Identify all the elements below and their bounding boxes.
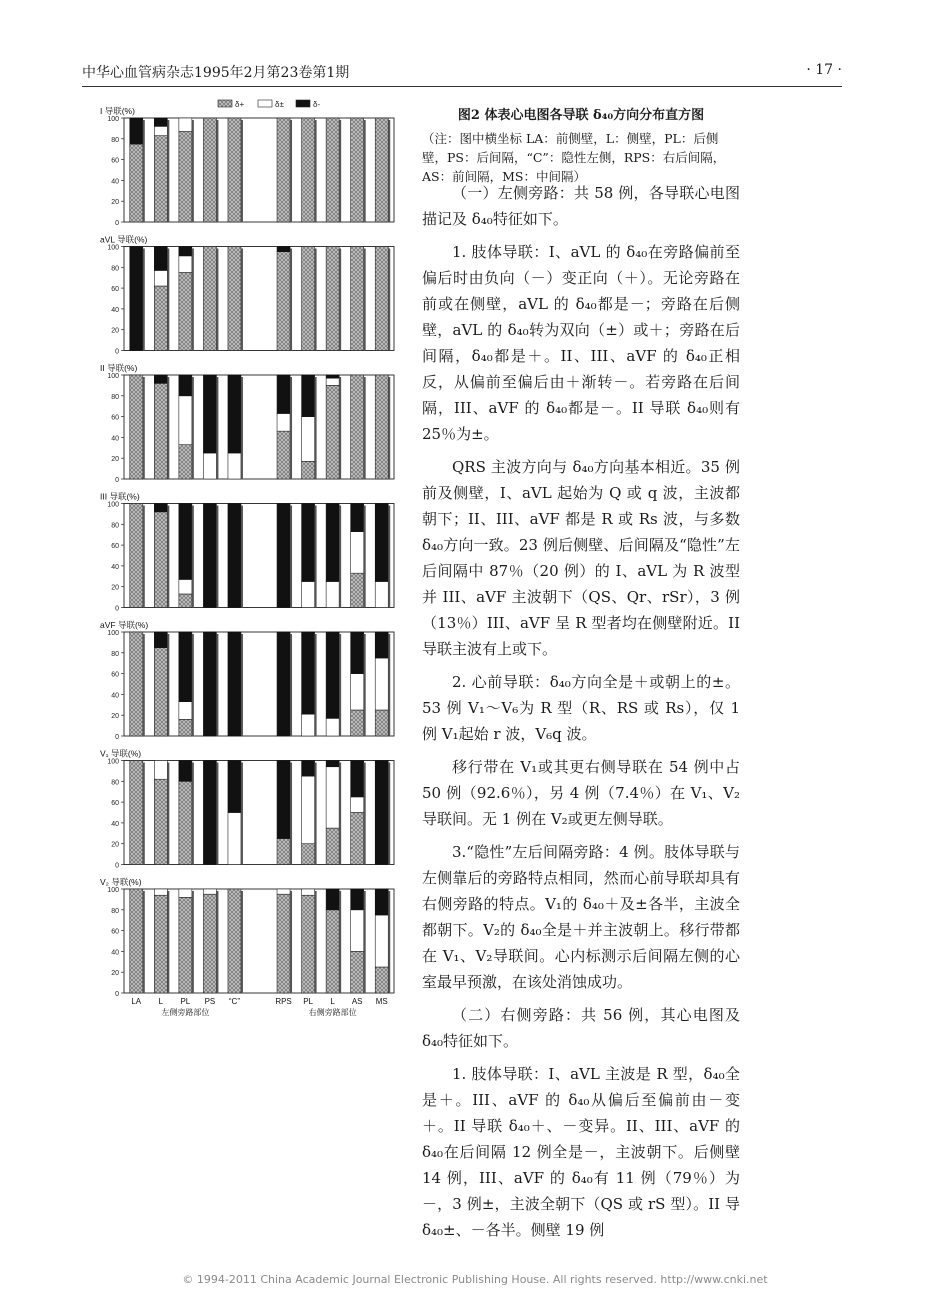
bar-shadow (143, 506, 145, 608)
bar-shadow (290, 506, 292, 608)
bar-segment-plus (179, 897, 192, 993)
bar-segment-plusminus (179, 702, 192, 720)
legend-swatch (218, 100, 232, 107)
bar-shadow (216, 249, 218, 351)
bar-segment-minus (277, 632, 290, 736)
bar-segment-plusminus (228, 813, 241, 865)
bar-segment-plus (277, 839, 290, 865)
bar-segment-minus (351, 761, 364, 797)
paragraph: 1. 肢体导联：I、aVL 的 δ₄₀在旁路偏前至偏后时由负向（－）变正向（＋）。无论旁路在前或在侧壁，aVL 的 δ₄₀都是－；旁路在后侧壁，aVL 的 δ₄₀转为双向（±）或＋；旁路在后间隔，δ₄₀都是＋。II、III、aVF 的 δ₄₀正相反，从偏前至偏后由＋渐转－。若旁路在后间隔，III、aVF 的 δ₄₀都是－。II 导联 δ₄₀则有 25％为±。 (422, 243, 740, 443)
bar-segment-plus (302, 247, 315, 351)
y-tick-label: 20 (111, 456, 119, 464)
y-tick-label: 20 (111, 327, 119, 335)
bar-segment-plusminus (326, 718, 339, 736)
bar-segment-plusminus (302, 582, 315, 608)
y-tick-label: 0 (115, 862, 119, 870)
bar-shadow (167, 377, 169, 479)
bar-shadow (388, 891, 390, 993)
bar-segment-minus (154, 247, 167, 271)
bar-segment-plusminus (154, 270, 167, 286)
bar-segment-minus (154, 118, 167, 126)
y-tick-label: 100 (107, 116, 119, 123)
figure-caption-title: 图2 体表心电图各导联 δ₄₀方向分布直方图 (457, 108, 705, 123)
bar-segment-minus (326, 889, 339, 910)
bar-segment-plusminus (351, 910, 364, 952)
bar-segment-minus (228, 504, 241, 608)
journal-title: 中华心血管病杂志1995年2月第23卷第1期 (82, 65, 350, 81)
bar-segment-minus (228, 375, 241, 453)
y-tick-label: 20 (111, 584, 119, 592)
bar-segment-minus (326, 761, 339, 767)
bar-segment-plusminus (228, 453, 241, 479)
bar-segment-plus (375, 710, 388, 736)
bar-segment-plus (154, 383, 167, 479)
bar-segment-plusminus (351, 674, 364, 710)
bar-segment-plus (277, 118, 290, 222)
bar-segment-plus (154, 895, 167, 993)
bar-segment-plus (203, 247, 216, 351)
bar-segment-plus (130, 144, 143, 222)
bar-segment-minus (179, 504, 192, 580)
bar-shadow (290, 763, 292, 865)
bar-segment-plusminus (179, 118, 192, 132)
bar-segment-minus (375, 504, 388, 582)
bar-segment-minus (375, 761, 388, 865)
bar-segment-minus (351, 504, 364, 532)
bar-shadow (388, 634, 390, 736)
paragraph: 1. 肢体导联：I、aVL 主波是 R 型，δ₄₀全是＋。III、aVF 的 δ₄₀从偏后至偏前由－变＋。II 导联 δ₄₀＋、－变异。II、III、aVF 的 δ₄₀在后间隔 12 例全是－，主波朝下。后侧壁 14 例，III、aVF 的 δ₄₀有 11 例（79％）为－，3 例±，主波全朝下（QS 或 rS 型）。II 导 δ₄₀±、－各半。侧壁 19 例 (422, 1065, 740, 1239)
y-tick-label: 0 (115, 605, 119, 613)
header-rule (82, 86, 842, 87)
bar-segment-plusminus (302, 776, 315, 844)
bar-shadow (216, 506, 218, 608)
bar-segment-minus (277, 375, 290, 413)
bar-segment-plus (277, 894, 290, 993)
y-tick-label: 80 (111, 522, 119, 530)
y-tick-label: 0 (115, 348, 119, 356)
legend-label: δ+ (235, 100, 245, 109)
bar-shadow (167, 249, 169, 351)
bar-segment-plus (351, 710, 364, 736)
bar-segment-plus (375, 375, 388, 479)
bar-segment-plusminus (302, 889, 315, 895)
bar-segment-minus (130, 118, 143, 144)
bar-shadow (241, 763, 243, 865)
y-tick-label: 100 (107, 630, 119, 637)
bar-segment-plusminus (351, 797, 364, 813)
bar-segment-plusminus (326, 378, 339, 385)
bar-shadow (216, 634, 218, 736)
bar-shadow (290, 120, 292, 222)
bar-shadow (290, 377, 292, 479)
paragraph: QRS 主波方向与 δ₄₀方向基本相近。35 例前及侧壁，I、aVL 起始为 Q 或 q 波，主波都朝下；II、III、aVF 都是 R 或 Rs 波，与多数 δ₄₀方向一致。23 例后侧壁、后间隔及“隐性”左后间隔中 87％（20 例）的 I、aVL 为 R 波型并 III、aVF 主波朝下（QS、Qr、rSr），3 例（13％）III、aVF 呈 R 型者均在侧壁附近。II 导联主波有上或下。 (422, 458, 740, 658)
y-tick-label: 40 (111, 692, 119, 700)
bar-segment-minus (302, 375, 315, 417)
bar-shadow (339, 506, 341, 608)
bar-shadow (192, 634, 194, 736)
panel-label: V₂ 导联(%) (100, 877, 142, 887)
bar-segment-minus (203, 761, 216, 865)
bar-shadow (364, 249, 366, 351)
bar-segment-minus (277, 504, 290, 608)
bar-segment-plus (179, 594, 192, 608)
bar-segment-minus (130, 247, 143, 351)
panel-label: aVF 导联(%) (100, 620, 149, 630)
bar-shadow (315, 249, 317, 351)
bar-shadow (192, 891, 194, 993)
bar-segment-plusminus (375, 582, 388, 608)
y-tick-label: 100 (107, 501, 119, 509)
bar-segment-minus (203, 375, 216, 453)
paragraph: 2. 心前导联：δ₄₀方向全是＋或朝上的±。53 例 V₁～V₆为 R 型（R、RS 或 Rs），仅 1 例 V₁起始 r 波，V₆q 波。 (422, 673, 740, 743)
bar-segment-minus (302, 761, 315, 777)
bar-segment-plusminus (375, 658, 388, 710)
y-tick-label: 60 (111, 414, 119, 422)
bar-shadow (388, 377, 390, 479)
bar-segment-plusminus (302, 714, 315, 736)
bar-shadow (339, 249, 341, 351)
bar-segment-minus (351, 632, 364, 674)
bar-segment-plus (154, 779, 167, 864)
bar-shadow (192, 763, 194, 865)
bar-segment-minus (375, 632, 388, 658)
y-tick-label: 60 (111, 800, 119, 808)
bar-segment-plus (154, 512, 167, 608)
bar-segment-plus (351, 375, 364, 479)
page-header (82, 62, 842, 84)
y-tick-label: 80 (111, 136, 119, 144)
bar-shadow (315, 634, 317, 736)
bar-shadow (388, 506, 390, 608)
bar-segment-plus (351, 813, 364, 865)
bar-shadow (216, 891, 218, 993)
paragraph: （二）右侧旁路：共 56 例，其心电图及 δ₄₀特征如下。 (422, 1006, 740, 1050)
bar-shadow (241, 249, 243, 351)
bar-segment-minus (326, 504, 339, 582)
y-tick-label: 40 (111, 563, 119, 571)
bar-shadow (167, 634, 169, 736)
legend-label: δ- (313, 100, 321, 109)
bar-shadow (241, 891, 243, 993)
bar-segment-plus (203, 118, 216, 222)
x-tick-label: “C” (228, 997, 241, 1006)
bar-segment-plus (351, 951, 364, 993)
bar-segment-minus (326, 375, 339, 378)
bar-shadow (241, 120, 243, 222)
bar-segment-minus (179, 375, 192, 396)
bar-segment-plus (326, 385, 339, 479)
bar-segment-minus (203, 632, 216, 736)
bar-segment-plus (154, 648, 167, 736)
y-tick-label: 0 (115, 220, 119, 227)
page-number: · 17 · (806, 62, 842, 78)
bar-segment-plus (351, 247, 364, 351)
bar-shadow (143, 891, 145, 993)
y-tick-label: 40 (111, 435, 119, 443)
bar-shadow (192, 506, 194, 608)
bar-shadow (143, 120, 145, 222)
bar-segment-plusminus (154, 889, 167, 895)
bar-segment-plus (130, 504, 143, 608)
y-tick-label: 60 (111, 157, 119, 165)
x-tick-label: LA (131, 997, 142, 1006)
bar-shadow (339, 891, 341, 993)
bar-segment-minus (179, 632, 192, 702)
bar-shadow (241, 634, 243, 736)
bar-shadow (143, 377, 145, 479)
bar-segment-plus (179, 781, 192, 864)
bar-segment-plusminus (179, 579, 192, 594)
bar-segment-plus (228, 118, 241, 222)
bar-segment-plusminus (179, 396, 192, 445)
copyright-footer: © 1994-2011 China Academic Journal Electronic Publishing House. All rights reserved. http://www.cnki.net (182, 1273, 768, 1286)
y-tick-label: 20 (111, 199, 119, 207)
bar-shadow (315, 377, 317, 479)
bar-segment-plusminus (154, 126, 167, 135)
bar-segment-plus (302, 844, 315, 865)
bar-segment-minus (179, 247, 192, 256)
bar-segment-minus (277, 247, 290, 252)
bar-segment-plus (179, 273, 192, 351)
y-tick-label: 20 (111, 841, 119, 849)
x-tick-label: PL (180, 997, 191, 1006)
y-tick-label: 80 (111, 779, 119, 787)
bar-segment-minus (351, 889, 364, 910)
figure-caption-note: （注：图中横坐标 LA：前侧壁，L：侧壁，PL：后侧壁，PS：后间隔，“C”：隐性左侧，RPS：右后间隔，AS：前间隔，MS：中间隔） (422, 131, 726, 184)
bar-segment-plus (375, 247, 388, 351)
bar-segment-plus (130, 632, 143, 736)
bar-shadow (364, 506, 366, 608)
y-tick-label: 80 (111, 650, 119, 658)
bar-segment-plus (130, 889, 143, 993)
bar-segment-plus (203, 894, 216, 993)
bar-segment-minus (326, 632, 339, 718)
y-tick-label: 20 (111, 970, 119, 978)
y-tick-label: 60 (111, 286, 119, 294)
bar-shadow (364, 891, 366, 993)
bar-segment-minus (228, 632, 241, 736)
bar-segment-plusminus (351, 532, 364, 574)
bar-segment-minus (154, 375, 167, 383)
x-tick-label: AS (351, 997, 363, 1006)
bar-shadow (290, 891, 292, 993)
bar-shadow (241, 377, 243, 479)
y-tick-label: 60 (111, 543, 119, 551)
x-tick-label: L (158, 997, 164, 1006)
bar-segment-plusminus (375, 915, 388, 967)
y-tick-label: 80 (111, 907, 119, 915)
bar-shadow (388, 120, 390, 222)
y-tick-label: 0 (115, 991, 119, 998)
bar-shadow (290, 249, 292, 351)
x-tick-label: MS (375, 997, 388, 1006)
y-tick-label: 60 (111, 671, 119, 679)
group-label-right: 右侧旁路部位 (308, 1008, 357, 1017)
bar-shadow (192, 249, 194, 351)
bar-segment-plus (179, 719, 192, 736)
paragraph: 移行带在 V₁或其更右侧导联在 54 例中占 50 例（92.6％），另 4 例（7.4％）在 V₁、V₂导联间。无 1 例在 V₂或更左侧导联。 (422, 758, 740, 828)
bar-shadow (143, 634, 145, 736)
y-tick-label: 40 (111, 820, 119, 828)
bar-segment-minus (228, 761, 241, 813)
bar-segment-plusminus (277, 889, 290, 894)
bar-segment-plus (179, 445, 192, 479)
bar-segment-plus (302, 461, 315, 479)
bar-segment-plus (130, 761, 143, 865)
legend-label: δ± (275, 100, 284, 109)
bar-segment-plus (277, 431, 290, 479)
bar-shadow (167, 763, 169, 865)
bar-segment-plusminus (179, 256, 192, 273)
panel-label: aVL 导联(%) (100, 234, 148, 245)
y-tick-label: 100 (107, 887, 119, 894)
x-tick-label: PL (303, 997, 313, 1006)
bar-shadow (192, 120, 194, 222)
bar-shadow (388, 249, 390, 351)
bar-segment-minus (302, 504, 315, 582)
panel-label: III 导联(%) (100, 491, 140, 502)
y-tick-label: 40 (111, 178, 119, 186)
panel-label: V₁ 导联(%) (100, 748, 142, 759)
bar-segment-plusminus (179, 889, 192, 897)
y-tick-label: 100 (107, 758, 119, 766)
bar-shadow (216, 120, 218, 222)
bar-segment-plus (326, 118, 339, 222)
x-tick-label: L (330, 997, 335, 1006)
bar-segment-plus (130, 375, 143, 479)
bar-segment-plus (375, 967, 388, 993)
bar-segment-plus (326, 910, 339, 993)
delta40-histogram-figure (100, 92, 400, 1052)
x-tick-label: PS (204, 997, 216, 1006)
bar-shadow (315, 763, 317, 865)
bar-shadow (364, 634, 366, 736)
bar-segment-minus (203, 504, 216, 608)
bar-segment-minus (302, 632, 315, 714)
panel-label: II 导联(%) (100, 363, 138, 373)
bar-shadow (290, 634, 292, 736)
bar-shadow (216, 377, 218, 479)
bar-shadow (216, 763, 218, 865)
group-label-left: 左侧旁路部位 (161, 1008, 210, 1017)
bar-segment-plus (326, 247, 339, 351)
y-tick-label: 20 (111, 713, 119, 721)
bar-segment-plus (228, 247, 241, 351)
bar-segment-plus (154, 136, 167, 222)
bar-segment-minus (277, 761, 290, 839)
y-tick-label: 0 (115, 477, 119, 484)
bar-segment-plus (154, 286, 167, 350)
bar-shadow (192, 377, 194, 479)
bar-segment-plus (302, 895, 315, 993)
bar-shadow (167, 120, 169, 222)
bar-segment-plus (351, 573, 364, 607)
bar-shadow (388, 763, 390, 865)
bar-segment-plus (302, 118, 315, 222)
bar-segment-minus (154, 504, 167, 512)
bar-segment-minus (154, 632, 167, 648)
bar-shadow (339, 763, 341, 865)
panel-label: I 导联(%) (100, 106, 135, 116)
bar-shadow (167, 506, 169, 608)
bar-segment-plus (228, 889, 241, 993)
bar-shadow (315, 120, 317, 222)
bar-shadow (315, 506, 317, 608)
article-body (422, 180, 740, 1250)
bar-segment-minus (179, 761, 192, 782)
bar-segment-minus (375, 889, 388, 915)
bar-shadow (364, 120, 366, 222)
bar-shadow (339, 634, 341, 736)
bar-shadow (241, 506, 243, 608)
bar-shadow (364, 377, 366, 479)
bar-shadow (143, 249, 145, 351)
paragraph: 3.“隐性”左后间隔旁路：4 例。肢体导联与左侧靠后的旁路特点相同，然而心前导联却具有右侧旁路的特点。V₁的 δ₄₀＋及±各半，主波全都朝下。V₂的 δ₄₀全是＋并主波朝上。移行带都在 V₁、V₂导联间。心内标测示后间隔左侧的心室最早预激，在该处消蚀成功。 (422, 843, 740, 991)
bar-segment-plus (277, 252, 290, 351)
bar-segment-plus (375, 118, 388, 222)
legend-swatch (296, 100, 310, 107)
bar-segment-plusminus (302, 417, 315, 462)
bar-shadow (315, 891, 317, 993)
y-tick-label: 40 (111, 306, 119, 314)
bar-segment-plusminus (326, 767, 339, 828)
bar-shadow (167, 891, 169, 993)
bar-segment-plusminus (203, 889, 216, 894)
bar-segment-plusminus (326, 582, 339, 608)
bar-segment-plus (351, 118, 364, 222)
x-tick-label: RPS (275, 997, 292, 1006)
y-tick-label: 100 (107, 244, 119, 252)
y-tick-label: 40 (111, 949, 119, 957)
y-tick-label: 0 (115, 734, 119, 741)
bar-shadow (143, 763, 145, 865)
y-tick-label: 60 (111, 928, 119, 936)
bar-segment-plus (326, 828, 339, 864)
bar-segment-plusminus (203, 453, 216, 479)
paragraph: （一）左侧旁路：共 58 例，各导联心电图描记及 δ₄₀特征如下。 (422, 184, 740, 228)
figure-caption (422, 104, 740, 186)
bar-shadow (339, 120, 341, 222)
bar-segment-plus (179, 132, 192, 222)
y-tick-label: 80 (111, 265, 119, 273)
bar-segment-plusminus (277, 413, 290, 431)
bar-segment-plusminus (154, 761, 167, 780)
legend-swatch (258, 100, 272, 107)
y-tick-label: 80 (111, 393, 119, 401)
y-tick-label: 100 (107, 373, 119, 380)
bar-shadow (364, 763, 366, 865)
bar-shadow (339, 377, 341, 479)
